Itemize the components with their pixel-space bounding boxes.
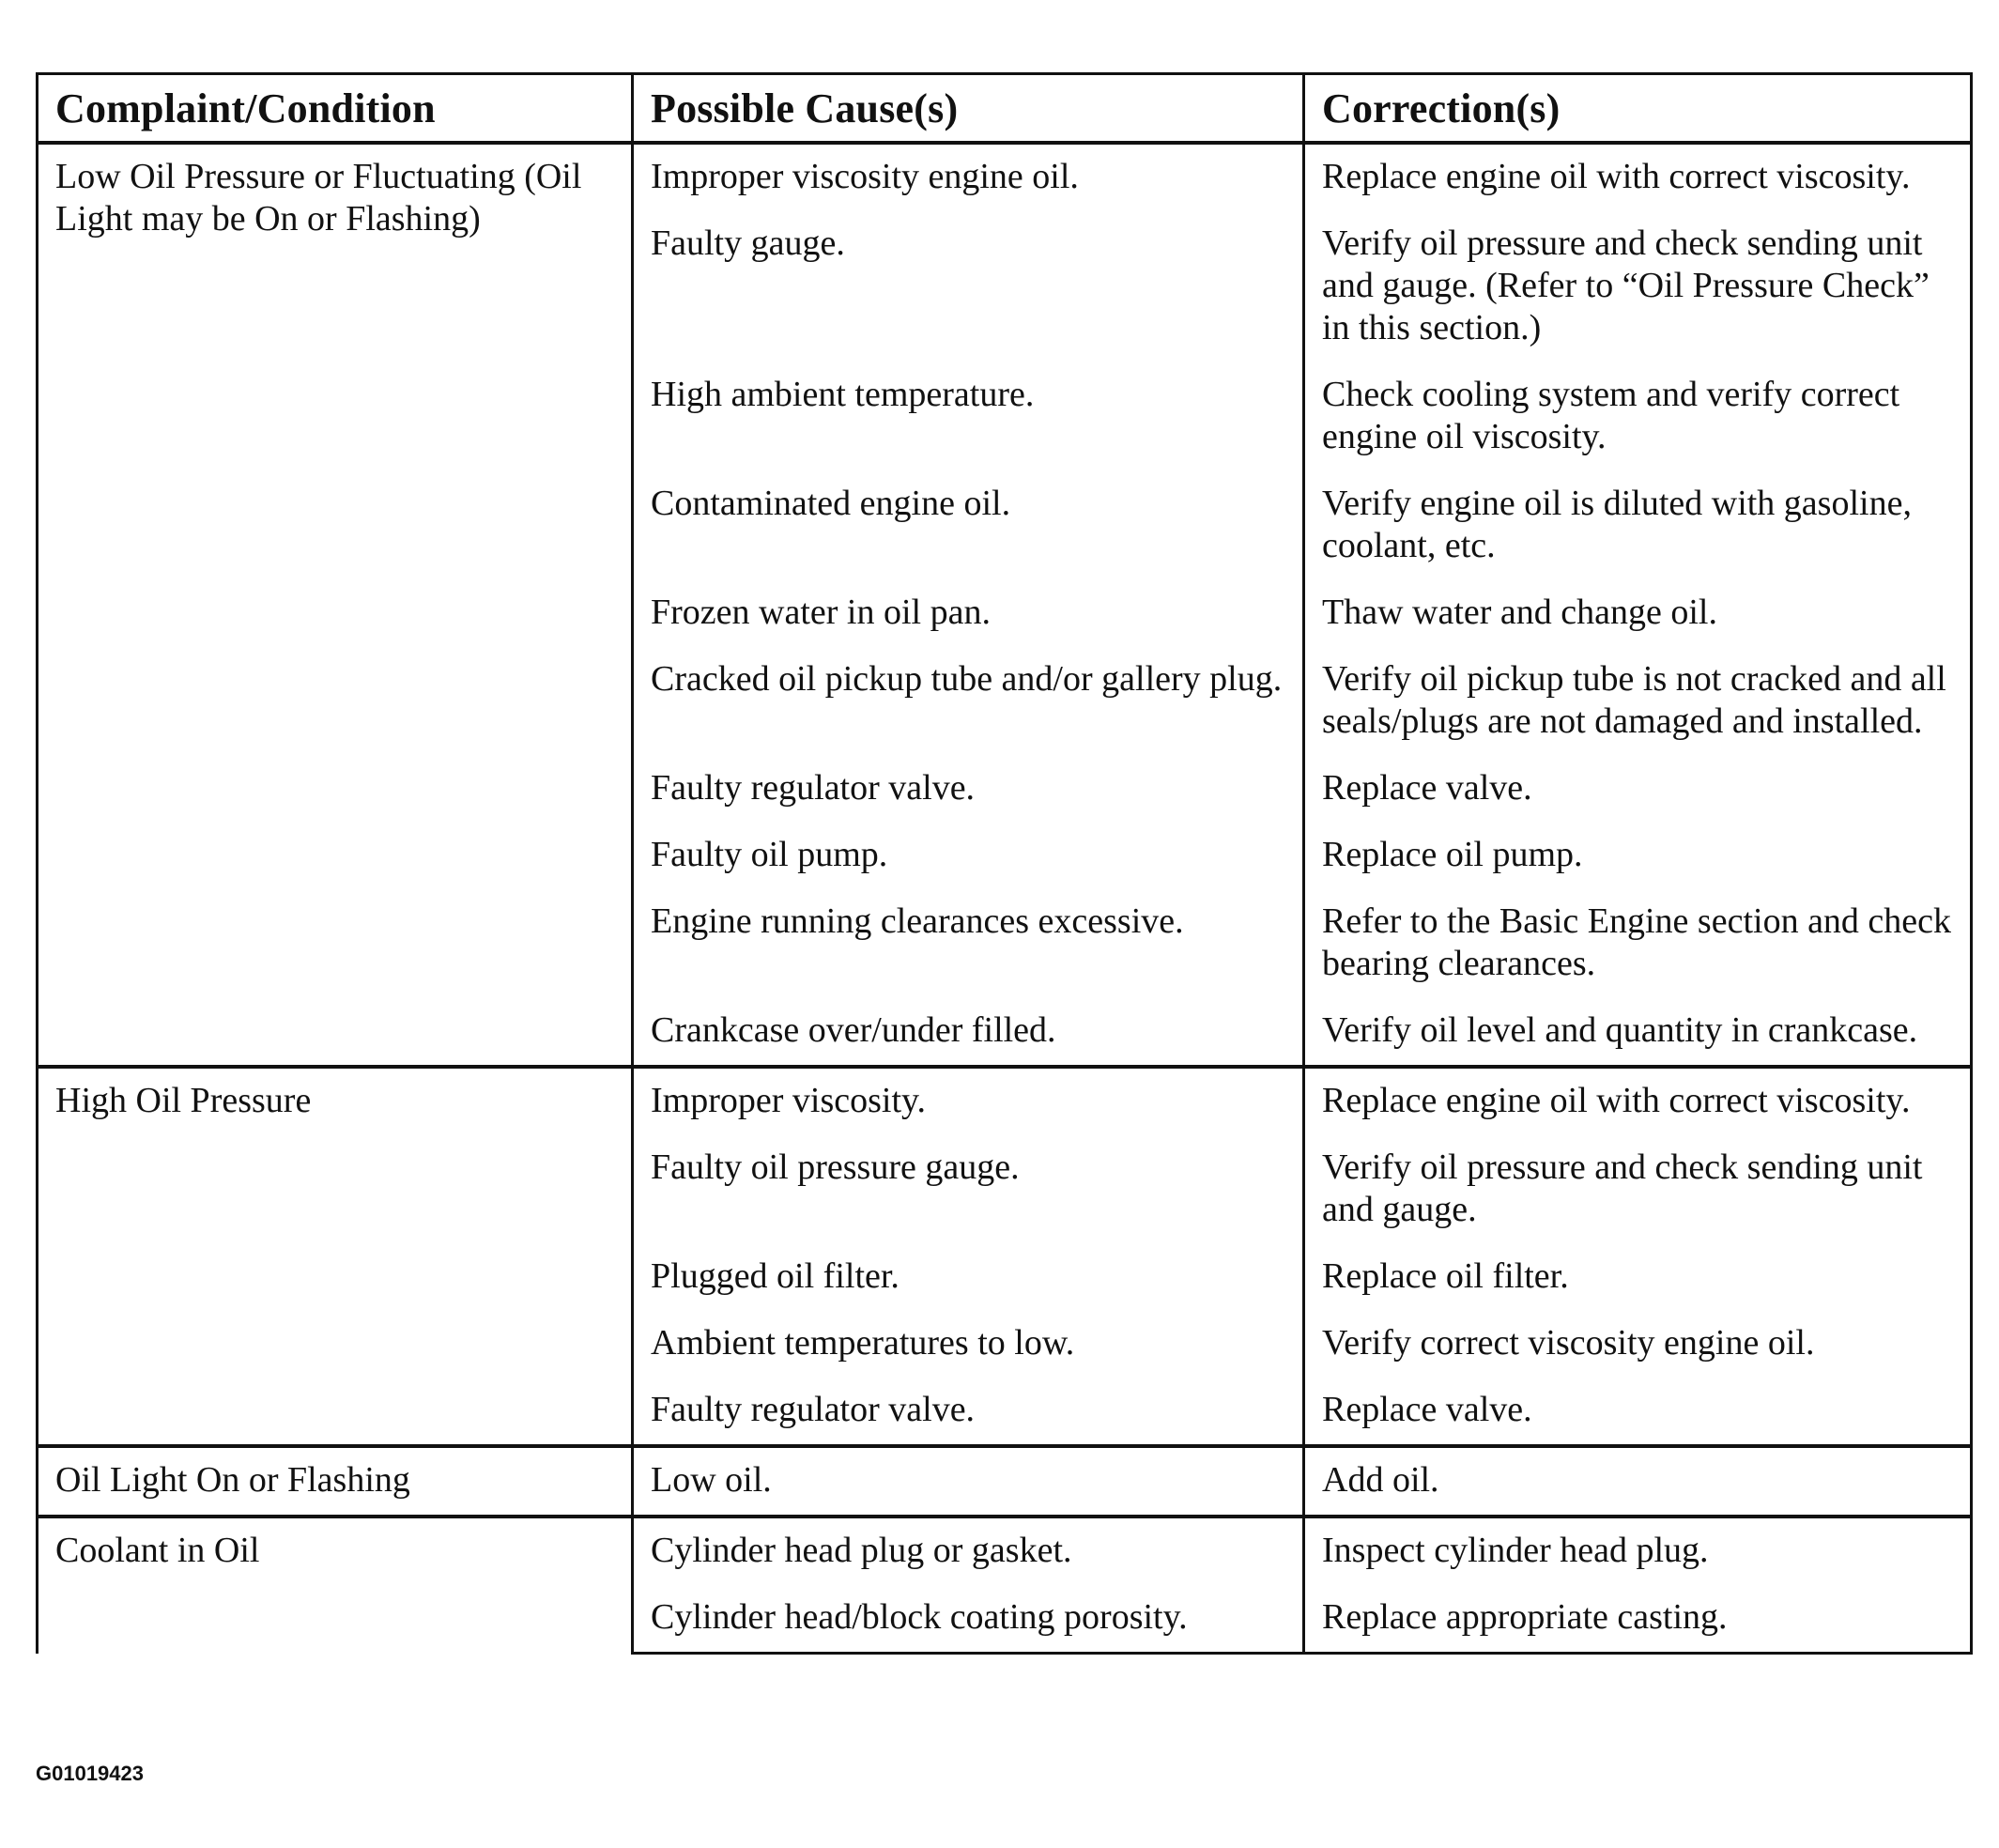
table-row: [38, 1446, 1972, 1517]
correction-cell: Replace valve.: [1304, 1389, 1972, 1446]
cause-cell: Crankcase over/under filled.: [633, 1009, 1304, 1067]
header-correction: Correction(s): [1304, 74, 1972, 144]
complaint-cell: Low Oil Pressure or Fluctuating (Oil Light may be On or Flashing): [38, 143, 633, 1067]
table-row: [38, 1067, 1972, 1147]
table-row: [38, 143, 1972, 223]
header-complaint: Complaint/Condition: [38, 74, 633, 144]
correction-cell: Replace engine oil with correct viscosity.: [1304, 143, 1972, 223]
correction-cell: Inspect cylinder head plug.: [1304, 1517, 1972, 1596]
complaint-cell: Coolant in Oil: [38, 1517, 633, 1654]
correction-cell: Thaw water and change oil.: [1304, 592, 1972, 658]
correction-cell: Verify oil pickup tube is not cracked and all seals/plugs are not damaged and installed.: [1304, 658, 1972, 767]
correction-cell: Verify oil level and quantity in crankcase.: [1304, 1009, 1972, 1067]
cause-cell: Faulty oil pressure gauge.: [633, 1147, 1304, 1255]
cause-cell: Improper viscosity engine oil.: [633, 143, 1304, 223]
cause-cell: Frozen water in oil pan.: [633, 592, 1304, 658]
table-row: [38, 1517, 1972, 1596]
correction-cell: Check cooling system and verify correct engine oil viscosity.: [1304, 374, 1972, 483]
correction-cell: Refer to the Basic Engine section and check bearing clearances.: [1304, 901, 1972, 1009]
cause-cell: Faulty oil pump.: [633, 834, 1304, 901]
correction-cell: Verify oil pressure and check sending unit and gauge.: [1304, 1147, 1972, 1255]
correction-cell: Verify engine oil is diluted with gasoline, coolant, etc.: [1304, 483, 1972, 592]
header-row: [38, 74, 1972, 144]
correction-cell: Replace valve.: [1304, 767, 1972, 834]
correction-cell: Add oil.: [1304, 1446, 1972, 1517]
cause-cell: Faulty regulator valve.: [633, 767, 1304, 834]
correction-cell: Verify correct viscosity engine oil.: [1304, 1322, 1972, 1389]
cause-cell: Faulty regulator valve.: [633, 1389, 1304, 1446]
cause-cell: Cylinder head/block coating porosity.: [633, 1596, 1304, 1654]
cause-cell: Contaminated engine oil.: [633, 483, 1304, 592]
cause-cell: Ambient temperatures to low.: [633, 1322, 1304, 1389]
cause-cell: High ambient temperature.: [633, 374, 1304, 483]
table-body: [38, 143, 1972, 1654]
diagnosis-table: [36, 72, 1973, 1655]
cause-cell: Cracked oil pickup tube and/or gallery plug.: [633, 658, 1304, 767]
correction-cell: Verify oil pressure and check sending unit and gauge. (Refer to “Oil Pressure Check” in this section.): [1304, 223, 1972, 374]
cause-cell: Faulty gauge.: [633, 223, 1304, 374]
cause-cell: Low oil.: [633, 1446, 1304, 1517]
correction-cell: Replace oil filter.: [1304, 1255, 1972, 1322]
complaint-cell: Oil Light On or Flashing: [38, 1446, 633, 1517]
complaint-cell: High Oil Pressure: [38, 1067, 633, 1446]
correction-cell: Replace appropriate casting.: [1304, 1596, 1972, 1654]
cause-cell: Plugged oil filter.: [633, 1255, 1304, 1322]
figure-id: G01019423: [36, 1762, 144, 1785]
header-cause: Possible Cause(s): [633, 74, 1304, 144]
correction-cell: Replace oil pump.: [1304, 834, 1972, 901]
cause-cell: Engine running clearances excessive.: [633, 901, 1304, 1009]
cause-cell: Improper viscosity.: [633, 1067, 1304, 1147]
cause-cell: Cylinder head plug or gasket.: [633, 1517, 1304, 1596]
correction-cell: Replace engine oil with correct viscosity.: [1304, 1067, 1972, 1147]
